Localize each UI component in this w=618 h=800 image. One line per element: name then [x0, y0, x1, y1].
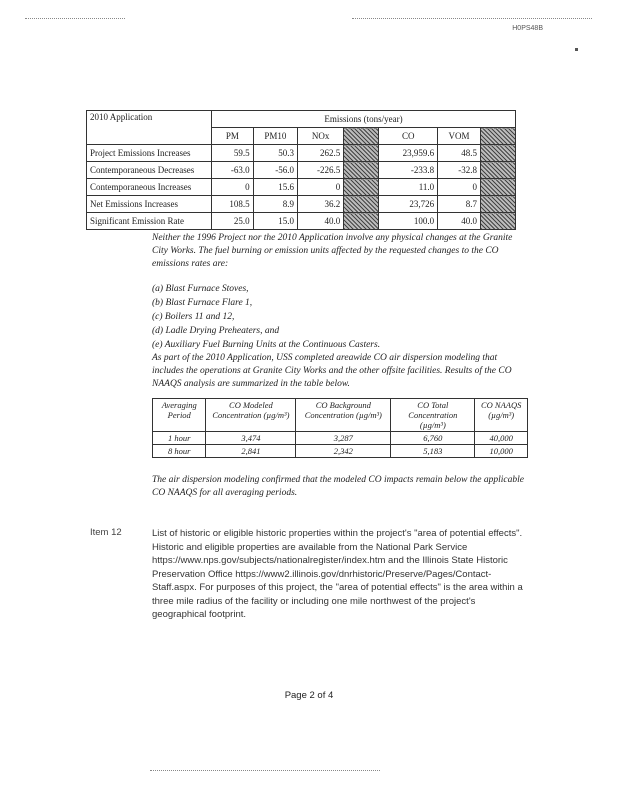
paragraph-conclusion: The air dispersion modeling confirmed that the modeled CO impacts remain below the applicable CO NAAQS for all averaging periods. — [152, 475, 524, 498]
list-item: (b) Blast Furnace Flare 1, — [152, 298, 253, 308]
col-redacted-1 — [344, 128, 379, 145]
table-row: Significant Emission Rate 25.0 15.0 40.0 100.0 40.0 — [87, 213, 516, 230]
list-item: (c) Boilers 11 and 12, — [152, 312, 235, 322]
list-item: (a) Blast Furnace Stoves, — [152, 284, 249, 294]
header-mark — [575, 48, 578, 51]
item-label: Item 12 — [90, 527, 122, 538]
header-code: H0PS48B — [512, 25, 543, 32]
col-naaqs: CO NAAQS (µg/m³) — [475, 399, 528, 432]
table-row: 1 hour 3,474 3,287 6,760 40,000 — [153, 432, 528, 445]
col-averaging-period: Averaging Period — [153, 399, 206, 432]
emissions-table-title: 2010 Application — [87, 111, 212, 145]
table-row: Contemporaneous Increases 0 15.6 0 11.0 0 — [87, 179, 516, 196]
item-text: List of historic or eligible historic properties within the project's "area of potential effects". Historic and eligible properties are available from the National Park Service https://www.nps.gov/subjects/nationalregister/index.htm and the Illinois State Historic Preservation Office https://www2.illinois.gov/dnrhistoric/Preserve/Pages/Contact-Staff.aspx. For purposes of this project, the "area of potential effects" is the area within a three mile radius of the facility or including one mile northwest of the project's geographical footprint. — [152, 528, 523, 620]
header-dots-right — [352, 18, 592, 20]
list-item: (e) Auxiliary Fuel Burning Units at the Continuous Casters. — [152, 340, 381, 350]
dispersion-table — [152, 398, 528, 458]
col-nox: NOx — [298, 128, 344, 145]
unit-list — [152, 282, 380, 352]
col-vom: VOM — [438, 128, 481, 145]
footer-dots — [150, 770, 380, 772]
list-item: (d) Ladle Drying Preheaters, and — [152, 326, 280, 336]
table-row: 8 hour 2,841 2,342 5,183 10,000 — [153, 445, 528, 458]
emissions-group-header: Emissions (tons/year) — [212, 111, 516, 128]
col-co: CO — [379, 128, 438, 145]
col-modeled: CO Modeled Concentration (µg/m³) — [206, 399, 296, 432]
table-row: Project Emissions Increases 59.5 50.3 262.5 23,959.6 48.5 — [87, 145, 516, 162]
table-row: Net Emissions Increases 108.5 8.9 36.2 23,726 8.7 — [87, 196, 516, 213]
col-total: CO Total Concentration (µg/m³) — [391, 399, 475, 432]
page-number: Page 2 of 4 — [284, 690, 334, 701]
col-pm10: PM10 — [253, 128, 297, 145]
table-row: Contemporaneous Decreases -63.0 -56.0 -226.5 -233.8 -32.8 — [87, 162, 516, 179]
col-pm: PM — [212, 128, 254, 145]
header-dots-left — [25, 18, 125, 20]
paragraph-modeling: As part of the 2010 Application, USS completed areawide CO air dispersion modeling that includes the operations at Granite City Works and the other offsite facilities. Results of the CO NAAQS analysis are summarized in the table below. — [152, 353, 512, 389]
emissions-table — [86, 110, 516, 230]
paragraph-units-intro: Neither the 1996 Project nor the 2010 Application involve any physical changes at the Granite City Works. The fuel burning or emission units affected by the requested changes to the CO emissions rates are: — [152, 233, 513, 269]
col-background: CO Background Concentration (µg/m³) — [296, 399, 391, 432]
col-redacted-2 — [481, 128, 516, 145]
